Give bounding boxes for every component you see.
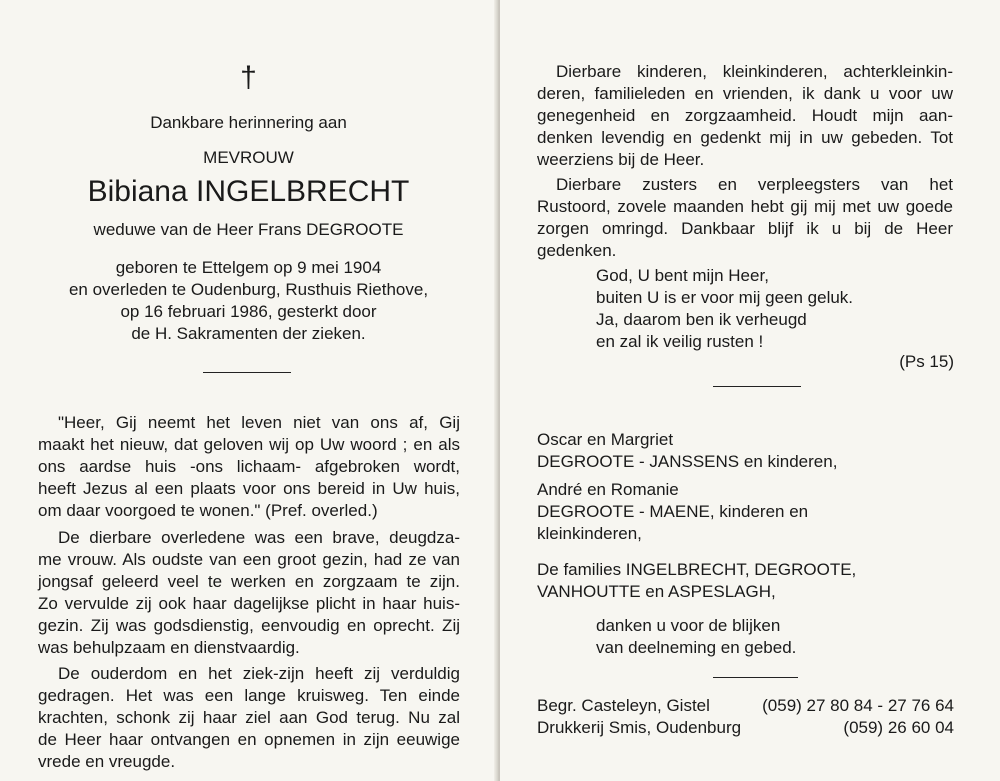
paragraph-line: jongsaf geleerd veel te werken en zorgzaam te zijn. — [38, 572, 460, 591]
cross-symbol: † — [240, 61, 257, 94]
thanks-line: danken u voor de blijken — [596, 616, 781, 635]
divider — [713, 677, 798, 678]
thanks-line: van deelneming en gebed. — [596, 638, 797, 657]
bio-line: op 16 februari 1986, gesterkt door — [120, 302, 377, 321]
paragraph-line: gedragen. Het was een lange kruisweg. Ten einde — [38, 686, 460, 705]
family-line: kleinkinderen, — [537, 524, 642, 543]
paragraph-line: zorgen omringd. Dankbaar blijf ik u bij de Heer — [537, 219, 953, 238]
quote-line: "Heer, Gij neemt het leven niet van ons af, Gij — [58, 413, 460, 432]
intro-line: Dankbare herinnering aan — [150, 113, 347, 132]
left-page — [0, 0, 497, 781]
paragraph-line: De dierbare overledene was een brave, deugdza- — [58, 528, 460, 547]
spouse-line: weduwe van de Heer Frans DEGROOTE — [93, 220, 404, 239]
paragraph-line: krachten, schonk zij haar ziel aan God terug. Nu zal — [38, 708, 460, 727]
paragraph-line: Zo vervulde zij ook haar dagelijkse plicht in haar huis- — [38, 594, 460, 613]
paragraph-line: weerziens bij de Heer. — [537, 150, 705, 169]
paragraph-line: De ouderdom en het ziek-zijn heeft zij verduldig — [58, 664, 460, 683]
quote-line: maakt het nieuw, dat geloven wij op Uw woord ; en als — [38, 435, 460, 454]
family-line: VANHOUTTE en ASPESLAGH, — [537, 582, 776, 601]
printer-name: Drukkerij Smis, Oudenburg — [537, 718, 742, 737]
psalm-line: buiten U is er voor mij geen geluk. — [596, 288, 854, 307]
deceased-name: Bibiana INGELBRECHT — [87, 175, 410, 208]
psalm-line: God, U bent mijn Heer, — [596, 266, 769, 285]
title-line: MEVROUW — [203, 148, 294, 167]
bio-line: geboren te Ettelgem op 9 mei 1904 — [115, 258, 382, 277]
quote-line: om daar voorgoed te wonen." (Pref. overled.) — [38, 501, 378, 520]
printer-phone: (059) 26 60 04 — [843, 718, 954, 737]
family-line: Oscar en Margriet — [537, 430, 674, 449]
paragraph-line: de Heer haar ontvangen en opnemen in zijn eeuwige — [38, 730, 460, 749]
quote-line: heeft Jezus al een plaats voor ons bereid in Uw huis, — [38, 479, 460, 498]
psalm-line: Ja, daarom ben ik verheugd — [596, 310, 807, 329]
family-line: DEGROOTE - MAENE, kinderen en — [537, 502, 809, 521]
paragraph-line: me vrouw. Als oudste van een groot gezin, had ze van — [38, 550, 460, 569]
paragraph-line: vrede en vreugde. — [38, 752, 176, 771]
printer-name: Begr. Casteleyn, Gistel — [537, 696, 710, 715]
right-page — [500, 0, 1000, 781]
bio-line: de H. Sakramenten der zieken. — [131, 324, 366, 343]
printer-phone: (059) 27 80 84 - 27 76 64 — [762, 696, 954, 715]
bio-line: en overleden te Oudenburg, Rusthuis Riethove, — [68, 280, 429, 299]
divider — [203, 372, 291, 373]
paragraph-line: deren, familieleden en vrienden, ik dank u voor uw — [537, 84, 953, 103]
family-line: De families INGELBRECHT, DEGROOTE, — [537, 560, 857, 579]
family-line: DEGROOTE - JANSSENS en kinderen, — [537, 452, 838, 471]
paragraph-line: was behulpzaam en dienstvaardig. — [38, 638, 300, 657]
family-line: André en Romanie — [537, 480, 679, 499]
paragraph-line: Rustoord, zovele maanden hebt gij mij met uw goede — [537, 197, 953, 216]
paragraph-line: denken levendig en gedenkt mij in uw gebeden. Tot — [537, 128, 953, 147]
divider — [713, 386, 801, 387]
paragraph-line: gezin. Zij was godsdienstig, eenvoudig en oprecht. Zij — [38, 616, 460, 635]
paragraph-line: gedenken. — [537, 241, 617, 260]
psalm-line: en zal ik veilig rusten ! — [596, 332, 764, 351]
psalm-reference: (Ps 15) — [899, 352, 954, 371]
paragraph-line: genegenheid en zorgzaamheid. Houdt mijn aan- — [537, 106, 953, 125]
paragraph-line: Dierbare kinderen, kleinkinderen, achterkleinkin- — [556, 62, 953, 81]
paragraph-line: Dierbare zusters en verpleegsters van het — [556, 175, 953, 194]
quote-line: ons aardse huis -ons lichaam- afgebroken wordt, — [38, 457, 460, 476]
